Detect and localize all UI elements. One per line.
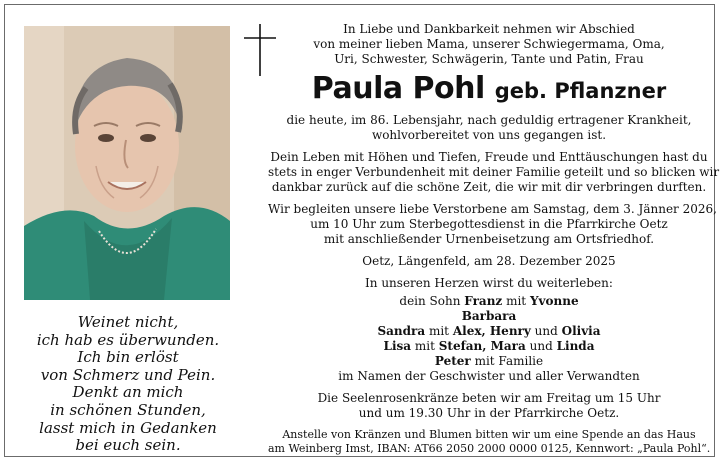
donation-line: Anstelle von Kränzen und Blumen bitten wir um eine Spende an das Haus xyxy=(282,428,696,441)
funeral-line: mit anschließender Urnenbeisetzung am Ortsfriedhof. xyxy=(323,232,655,246)
poem-line: lasst mich in Gedanken xyxy=(39,418,217,437)
family-text: mit Familie xyxy=(474,354,544,368)
death-notice-line: wohlvorbereitet von uns gegangen ist. xyxy=(371,128,607,142)
poem-line: bei euch sein. xyxy=(75,436,181,455)
family-text: dein Sohn xyxy=(399,294,461,308)
family-son xyxy=(268,294,710,309)
intro-line: In Liebe und Dankbarkeit nehmen wir Abschied xyxy=(343,22,635,36)
intro-line: Uri, Schwester, Schwägerin, Tante und Patin, Frau xyxy=(334,52,644,66)
family-name: Yvonne xyxy=(529,294,579,308)
family-name: Stefan, Mara xyxy=(438,339,526,353)
life-line: dankbar zurück auf die schöne Zeit, die wir mit dir verbringen durften. xyxy=(271,180,707,194)
family-siblings: im Namen der Geschwister und aller Verwandten xyxy=(338,369,640,383)
poem-line: Denkt an mich xyxy=(72,383,184,402)
family-name: Lisa xyxy=(383,339,412,353)
deceased-name: Paula Pohl xyxy=(311,71,485,106)
family-lisa xyxy=(268,339,710,354)
family-sandra xyxy=(268,324,710,339)
deceased-name-heading xyxy=(268,67,710,113)
rosary-line: und um 19.30 Uhr in der Pfarrkirche Oetz. xyxy=(358,406,620,420)
portrait-photo xyxy=(24,26,230,300)
birth-name: geb. Pflanzner xyxy=(494,79,667,103)
family-barbara xyxy=(268,309,710,324)
family-text: mit xyxy=(428,324,449,338)
intro-line: von meiner lieben Mama, unserer Schwiegermama, Oma, xyxy=(313,37,665,51)
family-name: Olivia xyxy=(561,324,601,338)
funeral-line: Wir begleiten unsere liebe Verstorbene am Samstag, dem 3. Jänner 2026, xyxy=(268,202,717,216)
family-name: Peter xyxy=(434,354,471,368)
family-name: Linda xyxy=(556,339,595,353)
donation-line: am Weinberg Imst, IBAN: AT66 2050 2000 0000 0125, Kennwort: „Paula Pohl“. xyxy=(268,442,711,455)
family-text: und xyxy=(534,324,558,338)
poem-line: ich hab es überwunden. xyxy=(36,330,220,349)
family-name: Franz xyxy=(464,294,503,308)
family-name: Barbara xyxy=(461,309,517,323)
family-text: mit xyxy=(414,339,435,353)
life-line: stets in enger Verbundenheit mit deiner Familie geteilt und so blicken wir xyxy=(268,165,720,179)
death-notice-line: die heute, im 86. Lebensjahr, nach geduldig ertragener Krankheit, xyxy=(286,113,692,127)
poem-line: von Schmerz und Pein. xyxy=(40,365,216,384)
family-name: Alex, Henry xyxy=(452,324,531,338)
notice-text xyxy=(268,22,720,456)
hearts-line: In unseren Herzen wirst du weiterleben: xyxy=(365,276,613,290)
family-name: Sandra xyxy=(377,324,426,338)
family-text: mit xyxy=(506,294,527,308)
family-text: und xyxy=(529,339,553,353)
funeral-line: um 10 Uhr zum Sterbegottesdienst in die Pfarrkirche Oetz xyxy=(310,217,668,231)
place-date: Oetz, Längenfeld, am 28. Dezember 2025 xyxy=(362,254,616,268)
poem-line: in schönen Stunden, xyxy=(50,400,206,419)
rosary-line: Die Seelenrosenkränze beten wir am Freitag um 15 Uhr xyxy=(317,391,661,405)
poem-line: Weinet nicht, xyxy=(77,313,179,331)
family-peter xyxy=(268,354,710,369)
poem xyxy=(28,314,228,455)
life-line: Dein Leben mit Höhen und Tiefen, Freude und Enttäuschungen hast du xyxy=(270,150,708,164)
poem-line: Ich bin erlöst xyxy=(77,348,179,367)
